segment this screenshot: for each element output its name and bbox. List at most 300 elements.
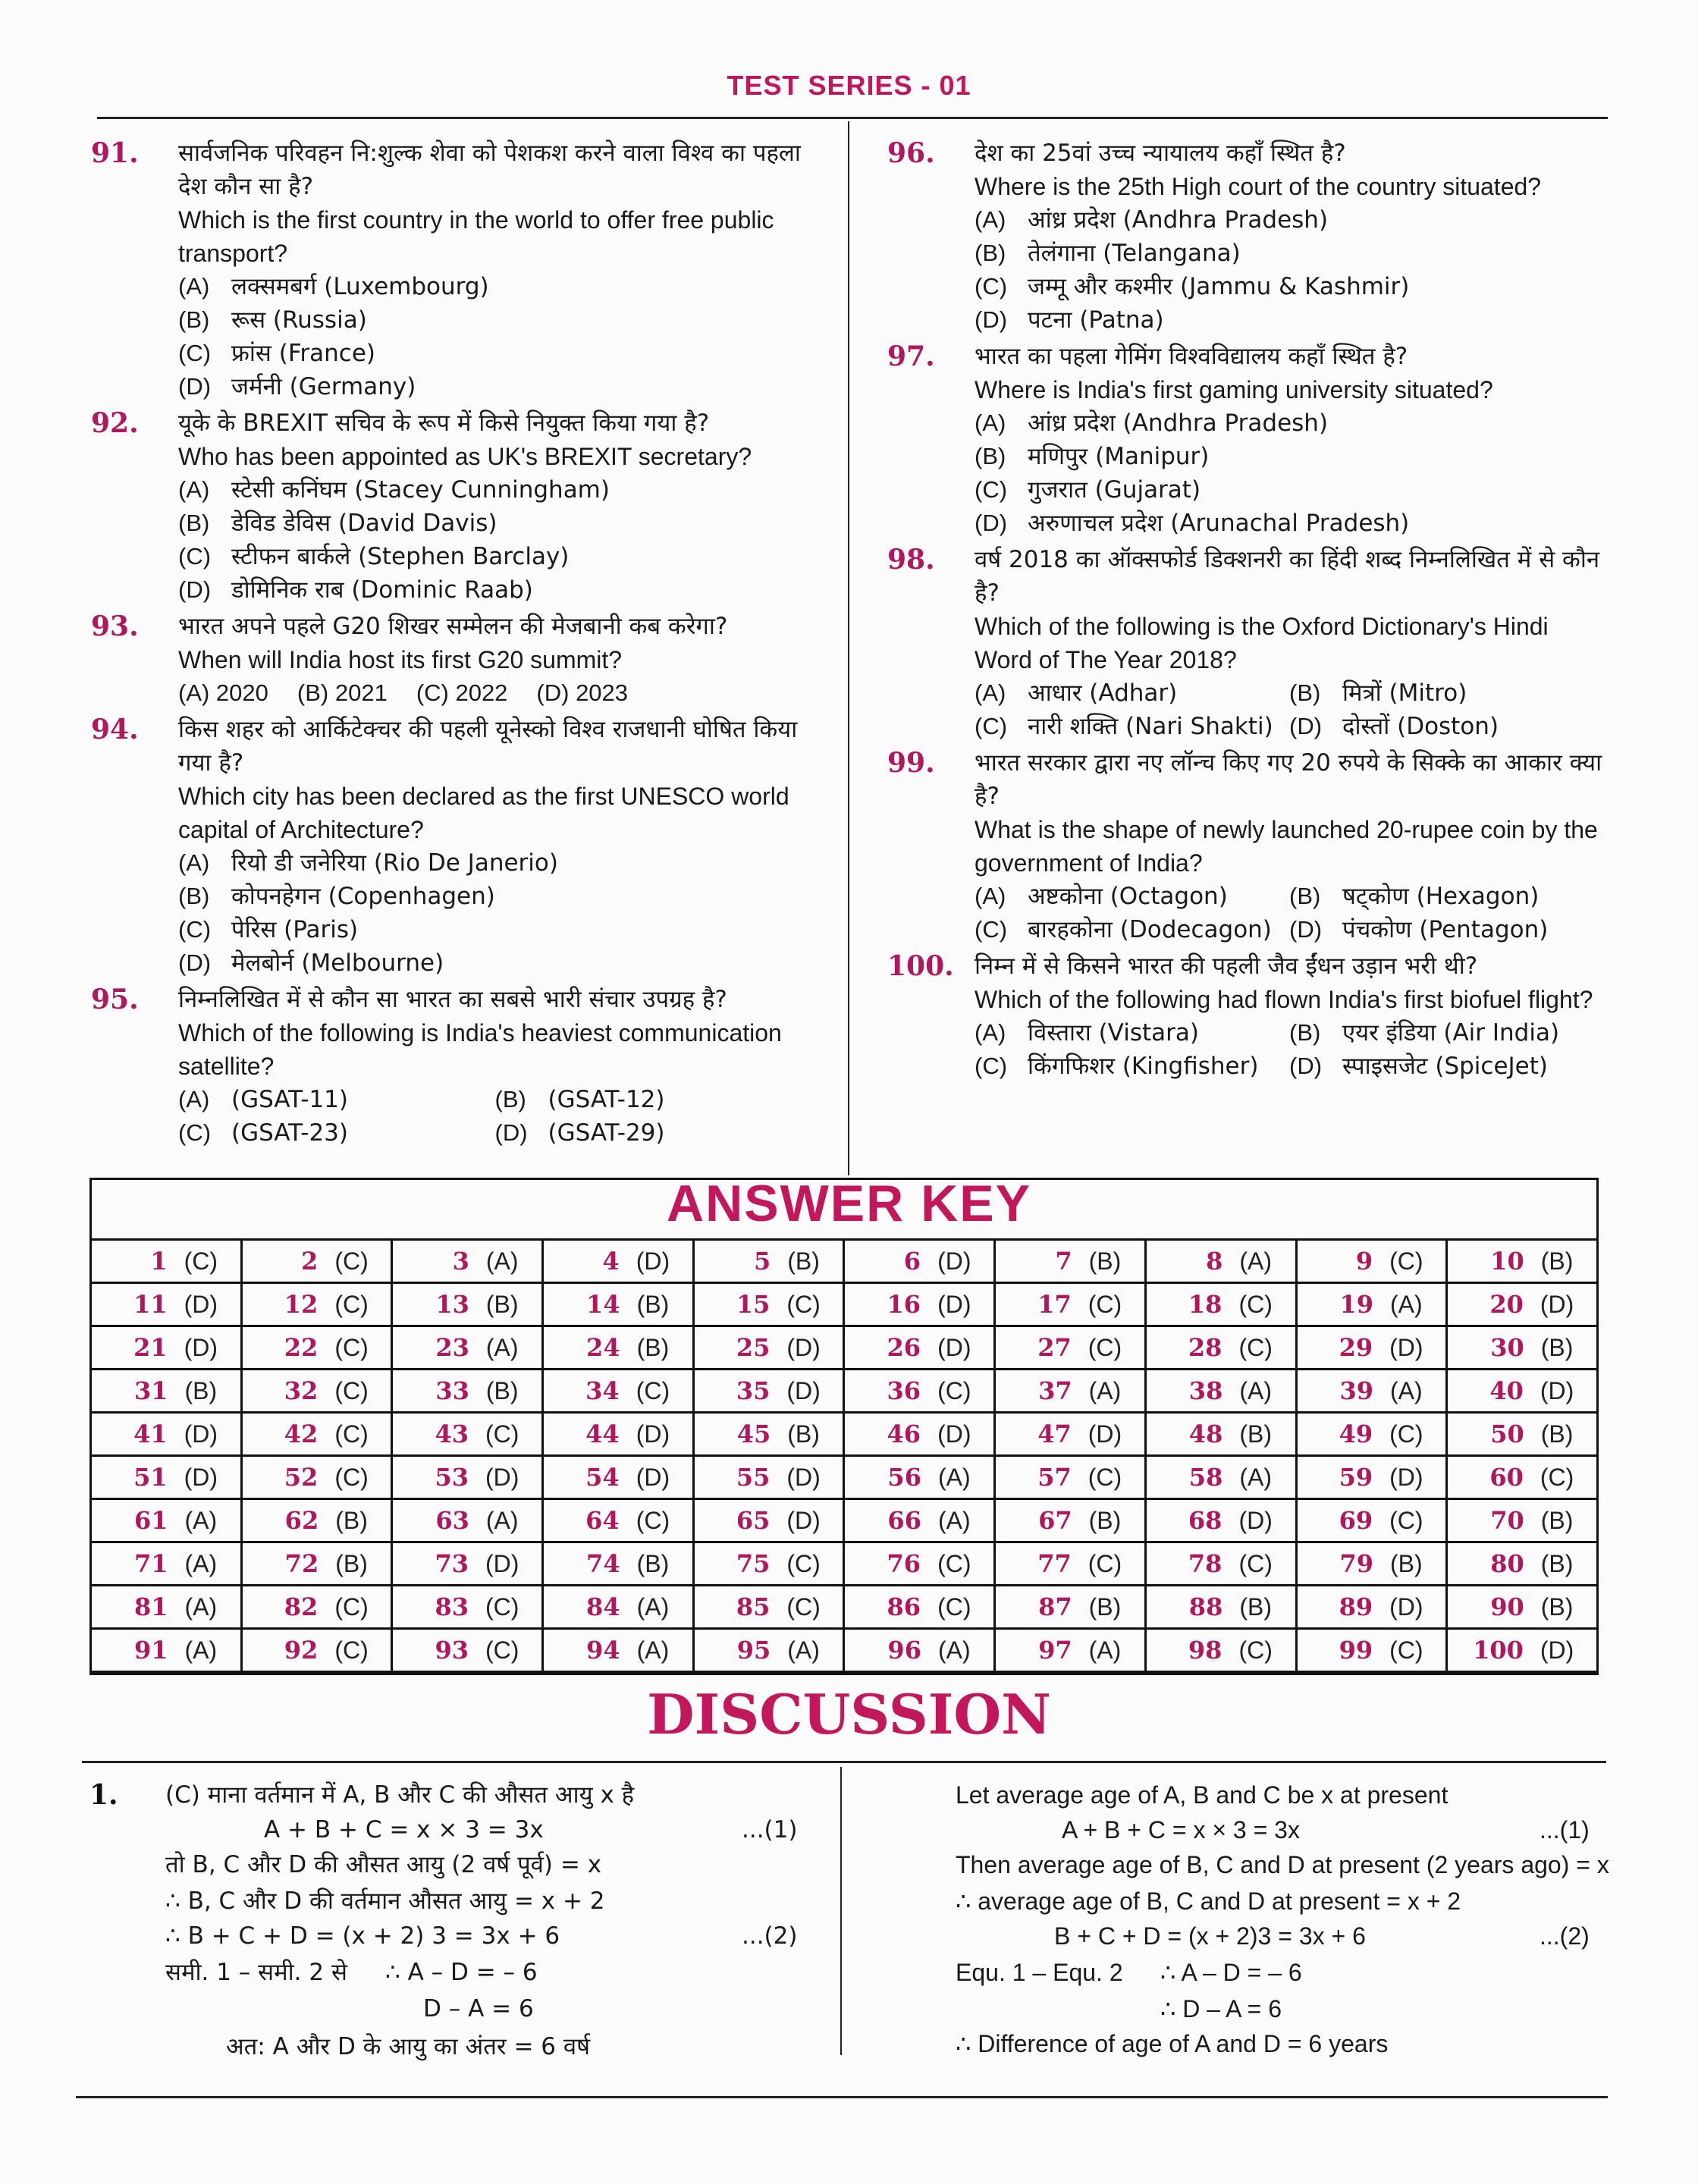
answer-question-number: 58 [1188, 1463, 1223, 1492]
question-item [887, 136, 1604, 337]
option-label: (A) [975, 883, 1006, 909]
option-pair [1289, 1050, 1604, 1083]
answer-option: (A) [485, 1506, 519, 1534]
discussion-line-hindi: D – A = 6 [423, 1995, 534, 2022]
answer-entry [243, 1376, 391, 1405]
answer-entry [996, 1506, 1144, 1535]
question-text-hindi: निम्न में से किसने भारत की पहली जैव ईंधन उड़ान भरी थी? [975, 952, 1478, 980]
answer-key-cell [543, 1326, 694, 1370]
option-label: (C) [975, 713, 1008, 739]
answer-option: (D) [1539, 1636, 1574, 1664]
answer-key-cell [543, 1456, 694, 1499]
question-item [887, 543, 1604, 743]
answer-key-cell [392, 1240, 543, 1283]
option-label: (A) [178, 1086, 210, 1112]
answer-key-cell [995, 1413, 1146, 1456]
answer-option: (D) [937, 1247, 971, 1275]
answer-key-title: ANSWER KEY [667, 1175, 1031, 1232]
answer-question-number: 9 [1355, 1247, 1373, 1276]
answer-entry [996, 1592, 1144, 1621]
answer-question-number: 48 [1188, 1420, 1223, 1448]
answer-option: (C) [334, 1376, 369, 1404]
option-row [975, 913, 1604, 946]
answer-entry [1448, 1506, 1596, 1535]
option-label: (B) [1289, 1019, 1321, 1046]
option-row [975, 406, 1604, 440]
option-label: (A) [975, 679, 1006, 706]
answer-key-cell [693, 1370, 844, 1413]
answer-question-number: 42 [284, 1420, 319, 1448]
answer-question-number: 12 [284, 1290, 319, 1319]
answer-question-number: 40 [1489, 1376, 1524, 1405]
answer-question-number: 5 [754, 1247, 771, 1276]
answer-question-number: 41 [133, 1420, 168, 1448]
option-label: (A) [975, 410, 1006, 436]
discussion-line-hindi: ...(2) [742, 1922, 798, 1950]
answer-key-row [91, 1499, 1598, 1542]
discussion-line-english: Let average age of A, B and C be x at present [956, 1781, 1448, 1809]
question-text-hindi: भारत अपने पहले G20 शिखर सम्मेलन की मेजबानी कब करेगा? [178, 613, 728, 640]
answer-question-number: 29 [1339, 1333, 1373, 1362]
answer-option: (C) [334, 1463, 369, 1491]
answer-entry [393, 1376, 541, 1405]
answer-entry [92, 1290, 240, 1319]
answer-key-cell [543, 1542, 694, 1586]
answer-key-cell [693, 1283, 844, 1326]
answer-entry [393, 1247, 541, 1276]
option-text: एयर इंडिया (Air India) [1342, 1019, 1560, 1046]
answer-key-cell [1447, 1240, 1598, 1283]
discussion-number: 1. [89, 1779, 118, 1811]
discussion-line-english: ∴ average age of B, C and D at present = x + 2 [956, 1887, 1461, 1915]
answer-entry [393, 1506, 541, 1535]
answer-key-cell [693, 1629, 844, 1672]
answer-question-number: 32 [284, 1376, 319, 1405]
answer-option: (C) [485, 1592, 519, 1621]
answer-key-cell [392, 1326, 543, 1370]
answer-entry [92, 1549, 240, 1578]
answer-question-number: 57 [1037, 1463, 1072, 1492]
answer-entry [393, 1592, 541, 1621]
option-row [975, 203, 1604, 237]
answer-option: (C) [1238, 1549, 1273, 1577]
answer-key-cell [844, 1456, 995, 1499]
answer-option: (C) [786, 1290, 821, 1318]
answer-key-row [91, 1629, 1598, 1672]
question-number: 96. [887, 137, 935, 169]
answer-entry [996, 1463, 1144, 1492]
answer-question-number: 59 [1339, 1463, 1373, 1492]
answer-question-number: 11 [133, 1290, 168, 1319]
answer-key-cell [1145, 1283, 1296, 1326]
answer-key-cell [1447, 1629, 1598, 1672]
question-text-english: Where is the 25th High court of the country situated? [975, 173, 1542, 200]
discussion-line-hindi: A + B + C = x × 3 = 3x [264, 1816, 544, 1844]
answer-option: (A) [636, 1592, 670, 1621]
answer-option: (D) [184, 1290, 218, 1318]
answer-key-cell [91, 1629, 242, 1672]
answer-option: (D) [1238, 1506, 1273, 1534]
answer-entry [1147, 1333, 1295, 1362]
answer-option: (C) [1238, 1290, 1273, 1318]
answer-key-cell [1447, 1283, 1598, 1326]
option-text: लक्समबर्ग (Luxembourg) [231, 273, 489, 300]
answer-entry [845, 1247, 993, 1276]
question-item [91, 406, 811, 607]
answer-option: (A) [937, 1506, 971, 1534]
question-text-hindi: भारत सरकार द्वारा नए लॉन्च किए गए 20 रुपये के सिक्के का आकार क्या है? [975, 749, 1602, 810]
answer-question-number: 75 [736, 1549, 771, 1578]
question-text-english: Where is India's first gaming university situated? [975, 376, 1493, 403]
answer-entry [845, 1420, 993, 1448]
answer-entry [393, 1549, 541, 1578]
answer-option: (A) [1390, 1376, 1423, 1404]
option-label: (D) [494, 1119, 528, 1146]
answer-question-number: 22 [284, 1333, 319, 1362]
answer-key-table [89, 1238, 1599, 1673]
answer-option: (B) [335, 1549, 368, 1577]
option-pair [1289, 710, 1604, 743]
answer-option: (A) [1239, 1376, 1272, 1404]
answer-entry [92, 1420, 240, 1448]
option-text: रियो डी जनेरिया (Rio De Janerio) [231, 849, 558, 877]
answer-entry [1147, 1549, 1295, 1578]
answer-question-number: 89 [1339, 1592, 1373, 1621]
answer-entry [92, 1333, 240, 1362]
answer-option: (B) [1540, 1420, 1574, 1448]
answer-question-number: 46 [887, 1420, 921, 1448]
option-row [975, 880, 1604, 913]
answer-key-cell [693, 1456, 844, 1499]
answer-key-cell [91, 1499, 242, 1542]
discussion-line-english: Then average age of B, C and D at present (2 years ago) = x [956, 1851, 1609, 1878]
answer-option: (C) [1389, 1636, 1423, 1664]
discussion-divider [840, 1767, 842, 2055]
answer-question-number: 60 [1489, 1463, 1524, 1492]
discussion-line-hindi: समी. 1 – समी. 2 से [165, 1959, 347, 1986]
answer-option: (B) [485, 1290, 519, 1318]
answer-entry [1298, 1333, 1446, 1362]
question-text-hindi: भारत का पहला गेमिंग विश्वविद्यालय कहाँ स्थित है? [975, 343, 1408, 370]
answer-question-number: 49 [1339, 1420, 1373, 1448]
answer-key-cell [844, 1326, 995, 1370]
answer-key-cell [1447, 1326, 1598, 1370]
answer-key-cell [1296, 1499, 1447, 1542]
answer-entry [243, 1463, 391, 1492]
option-label: (D) [1289, 713, 1323, 739]
answer-option: (B) [1088, 1592, 1122, 1621]
answer-option: (D) [1389, 1333, 1423, 1361]
answer-key-cell [241, 1326, 392, 1370]
discussion-line-english: ∴ D – A = 6 [1160, 1995, 1282, 2022]
answer-option: (A) [184, 1636, 218, 1664]
option-row [975, 440, 1604, 473]
option-row [975, 270, 1604, 303]
option-label: (A) [178, 476, 210, 503]
answer-question-number: 27 [1037, 1333, 1072, 1362]
answer-key-cell [844, 1629, 995, 1672]
answer-entry [92, 1636, 240, 1665]
answer-key-cell [995, 1326, 1146, 1370]
answer-question-number: 83 [435, 1592, 469, 1621]
option-row [178, 473, 811, 507]
answer-entry [544, 1333, 692, 1362]
answer-question-number: 81 [133, 1592, 168, 1621]
answer-entry [544, 1376, 692, 1405]
answer-option: (D) [937, 1420, 971, 1448]
discussion-line-hindi: ...(1) [742, 1816, 798, 1844]
answer-question-number: 94 [586, 1636, 620, 1665]
option-label: (B) [178, 883, 210, 909]
option-label: (C) [178, 340, 212, 366]
answer-key-cell [392, 1370, 543, 1413]
option-row [178, 337, 811, 370]
answer-key-cell [543, 1413, 694, 1456]
option-text: (GSAT-23) [231, 1119, 348, 1147]
answer-option: (A) [937, 1463, 971, 1491]
option-label: (C) [975, 476, 1008, 503]
answer-option: (C) [1088, 1463, 1122, 1491]
answer-entry [1147, 1592, 1295, 1621]
answer-key-row [91, 1370, 1598, 1413]
answer-question-number: 34 [585, 1376, 620, 1405]
answer-key-cell [241, 1413, 392, 1456]
answer-option: (B) [787, 1247, 820, 1275]
answer-entry [845, 1549, 993, 1578]
answer-option: (D) [786, 1506, 821, 1534]
answer-option: (D) [1539, 1290, 1574, 1318]
answer-key-cell [241, 1456, 392, 1499]
answer-question-number: 99 [1339, 1636, 1373, 1665]
option-text: (C) 2022 [416, 679, 508, 706]
answer-question-number: 96 [887, 1636, 921, 1665]
answer-question-number: 67 [1038, 1506, 1072, 1535]
answer-entry [92, 1506, 240, 1535]
answer-entry [1147, 1376, 1295, 1405]
option-label: (C) [975, 273, 1008, 300]
option-label: (D) [178, 373, 212, 400]
answer-key-cell [91, 1283, 242, 1326]
answer-question-number: 56 [887, 1463, 921, 1492]
answer-option: (B) [787, 1420, 820, 1448]
question-text-hindi: वर्ष 2018 का ऑक्सफोर्ड डिक्शनरी का हिंदी शब्द निम्नलिखित में से कौन है? [975, 546, 1600, 607]
answer-key-cell [241, 1629, 392, 1672]
answer-option: (A) [184, 1506, 218, 1534]
option-row [178, 270, 811, 303]
answer-key-cell [1145, 1586, 1296, 1629]
answer-key-row [91, 1240, 1598, 1283]
answer-option: (C) [184, 1247, 218, 1275]
answer-question-number: 54 [585, 1463, 620, 1492]
option-text: षट्कोण (Hexagon) [1342, 883, 1539, 910]
question-item [91, 713, 811, 980]
discussion-line-english: ∴ A – D = – 6 [1160, 1959, 1302, 1986]
answer-entry [1147, 1463, 1295, 1492]
answer-entry [243, 1290, 391, 1319]
answer-option: (B) [184, 1376, 218, 1404]
answer-entry [243, 1549, 391, 1578]
answer-key-cell [1296, 1283, 1447, 1326]
answer-question-number: 39 [1339, 1376, 1374, 1405]
answer-key-cell [392, 1413, 543, 1456]
answer-entry [695, 1549, 843, 1578]
option-row [975, 1050, 1604, 1083]
answer-entry [845, 1636, 993, 1665]
answer-option: (C) [786, 1549, 821, 1577]
answer-option: (A) [184, 1549, 218, 1577]
answer-option: (A) [485, 1247, 519, 1275]
answer-entry [243, 1592, 391, 1621]
answer-option: (C) [1389, 1506, 1423, 1534]
answer-entry [1147, 1636, 1295, 1665]
answer-entry [845, 1506, 993, 1535]
option-text: किंगफिशर (Kingfisher) [1028, 1053, 1259, 1080]
question-item [887, 340, 1604, 540]
option-text: डोमिनिक राब (Dominic Raab) [231, 576, 533, 604]
answer-question-number: 43 [435, 1420, 469, 1448]
answer-question-number: 44 [585, 1420, 620, 1448]
answer-question-number: 24 [586, 1333, 620, 1362]
answer-entry [695, 1506, 843, 1535]
answer-key-cell [844, 1240, 995, 1283]
discussion-line-english: ∴ Difference of age of A and D = 6 years [956, 2030, 1389, 2057]
answer-key-cell [1145, 1499, 1296, 1542]
answer-key-cell [1145, 1326, 1296, 1370]
option-row [178, 880, 811, 913]
answer-question-number: 10 [1490, 1247, 1524, 1276]
answer-option: (B) [335, 1506, 368, 1534]
question-text-english: When will India host its first G20 summit? [178, 646, 623, 673]
answer-entry [695, 1463, 843, 1492]
answer-option: (D) [636, 1247, 670, 1275]
option-text: मित्रों (Mitro) [1342, 679, 1467, 707]
answer-entry [243, 1506, 391, 1535]
answer-entry [996, 1333, 1144, 1362]
answer-key-row [91, 1326, 1598, 1370]
answer-question-number: 7 [1055, 1247, 1072, 1276]
answer-question-number: 3 [452, 1247, 469, 1276]
answer-entry [1298, 1506, 1446, 1535]
answer-entry [92, 1376, 240, 1405]
answer-question-number: 4 [602, 1247, 620, 1276]
option-label: (B) [178, 510, 210, 536]
option-row [178, 1083, 811, 1116]
answer-entry [544, 1636, 692, 1665]
answer-entry [1298, 1420, 1446, 1448]
answer-key-cell [91, 1370, 242, 1413]
answer-key-cell [1447, 1370, 1598, 1413]
answer-entry [1147, 1247, 1295, 1276]
answer-question-number: 55 [736, 1463, 771, 1492]
answer-option: (B) [1088, 1247, 1122, 1275]
answer-key-cell [543, 1499, 694, 1542]
answer-question-number: 13 [435, 1290, 469, 1319]
column-divider [848, 121, 849, 1175]
answer-entry [695, 1420, 843, 1448]
answer-question-number: 2 [301, 1247, 319, 1276]
option-text: दोस्तों (Doston) [1342, 713, 1499, 740]
discussion-rule [82, 1761, 1606, 1763]
answer-question-number: 26 [887, 1333, 921, 1362]
answer-question-number: 1 [150, 1247, 168, 1276]
answer-question-number: 53 [435, 1463, 469, 1492]
header-rule [97, 117, 1608, 119]
answer-key-cell [1296, 1456, 1447, 1499]
answer-entry [996, 1549, 1144, 1578]
answer-key-cell [241, 1542, 392, 1586]
answer-question-number: 51 [133, 1463, 168, 1492]
answer-question-number: 38 [1188, 1376, 1223, 1405]
answer-key-row [91, 1413, 1598, 1456]
answer-key-cell [543, 1586, 694, 1629]
answer-entry [243, 1247, 391, 1276]
answer-entry [544, 1549, 692, 1578]
option-label: (D) [178, 949, 212, 976]
answer-option: (D) [184, 1333, 218, 1361]
answer-entry [996, 1636, 1144, 1665]
option-pair [975, 710, 1289, 743]
answer-entry [544, 1247, 692, 1276]
answer-question-number: 84 [586, 1592, 620, 1621]
answer-question-number: 79 [1339, 1549, 1374, 1578]
answer-key-cell [995, 1370, 1146, 1413]
answer-entry [1448, 1549, 1596, 1578]
answer-entry [1448, 1376, 1596, 1405]
answer-option: (C) [1539, 1463, 1574, 1491]
option-text: जम्मू और कश्मीर (Jammu & Kashmir) [1028, 273, 1410, 300]
questions-right-column [887, 136, 1604, 1086]
discussion-line-english: A + B + C = x × 3 = 3x [1062, 1816, 1300, 1844]
option-text: पटना (Patna) [1028, 306, 1164, 334]
option-row [178, 676, 811, 710]
answer-option: (C) [485, 1636, 519, 1664]
answer-option: (D) [636, 1463, 670, 1491]
answer-entry [1147, 1506, 1295, 1535]
option-row [975, 710, 1604, 743]
answer-key-cell [844, 1283, 995, 1326]
option-text: नारी शक्ति (Nari Shakti) [1028, 713, 1273, 740]
discussion-line-hindi: ∴ A – D = – 6 [385, 1959, 538, 1986]
answer-question-number: 6 [903, 1247, 921, 1276]
answer-option: (D) [485, 1463, 519, 1491]
answer-key-cell [392, 1499, 543, 1542]
answer-entry [845, 1290, 993, 1319]
answer-option: (C) [1238, 1333, 1273, 1361]
answer-question-number: 97 [1038, 1636, 1072, 1665]
option-text: फ्रांस (France) [231, 340, 376, 367]
discussion-line-english: ...(1) [1539, 1816, 1590, 1844]
option-pair [495, 1116, 812, 1150]
answer-entry [544, 1290, 692, 1319]
answer-key-row [91, 1456, 1598, 1499]
answer-question-number: 45 [736, 1420, 771, 1448]
answer-option: (D) [485, 1549, 519, 1577]
answer-entry [92, 1247, 240, 1276]
option-text: अष्टकोना (Octagon) [1028, 883, 1228, 910]
option-label: (D) [975, 306, 1008, 333]
answer-key-cell [241, 1240, 392, 1283]
option-text: अरुणाचल प्रदेश (Arunachal Pradesh) [1028, 510, 1410, 537]
question-text-hindi: देश का 25वां उच्च न्यायालय कहाँ स्थित है? [975, 140, 1346, 167]
answer-key-cell [693, 1413, 844, 1456]
answer-question-number: 33 [435, 1376, 469, 1405]
answer-entry [393, 1636, 541, 1665]
option-text: आंध्र प्रदेश (Andhra Pradesh) [1028, 206, 1329, 234]
option-text: (D) 2023 [536, 679, 629, 706]
option-label: (A) [178, 849, 210, 876]
option-text: तेलंगाना (Telangana) [1028, 240, 1241, 267]
answer-question-number: 23 [435, 1333, 469, 1362]
